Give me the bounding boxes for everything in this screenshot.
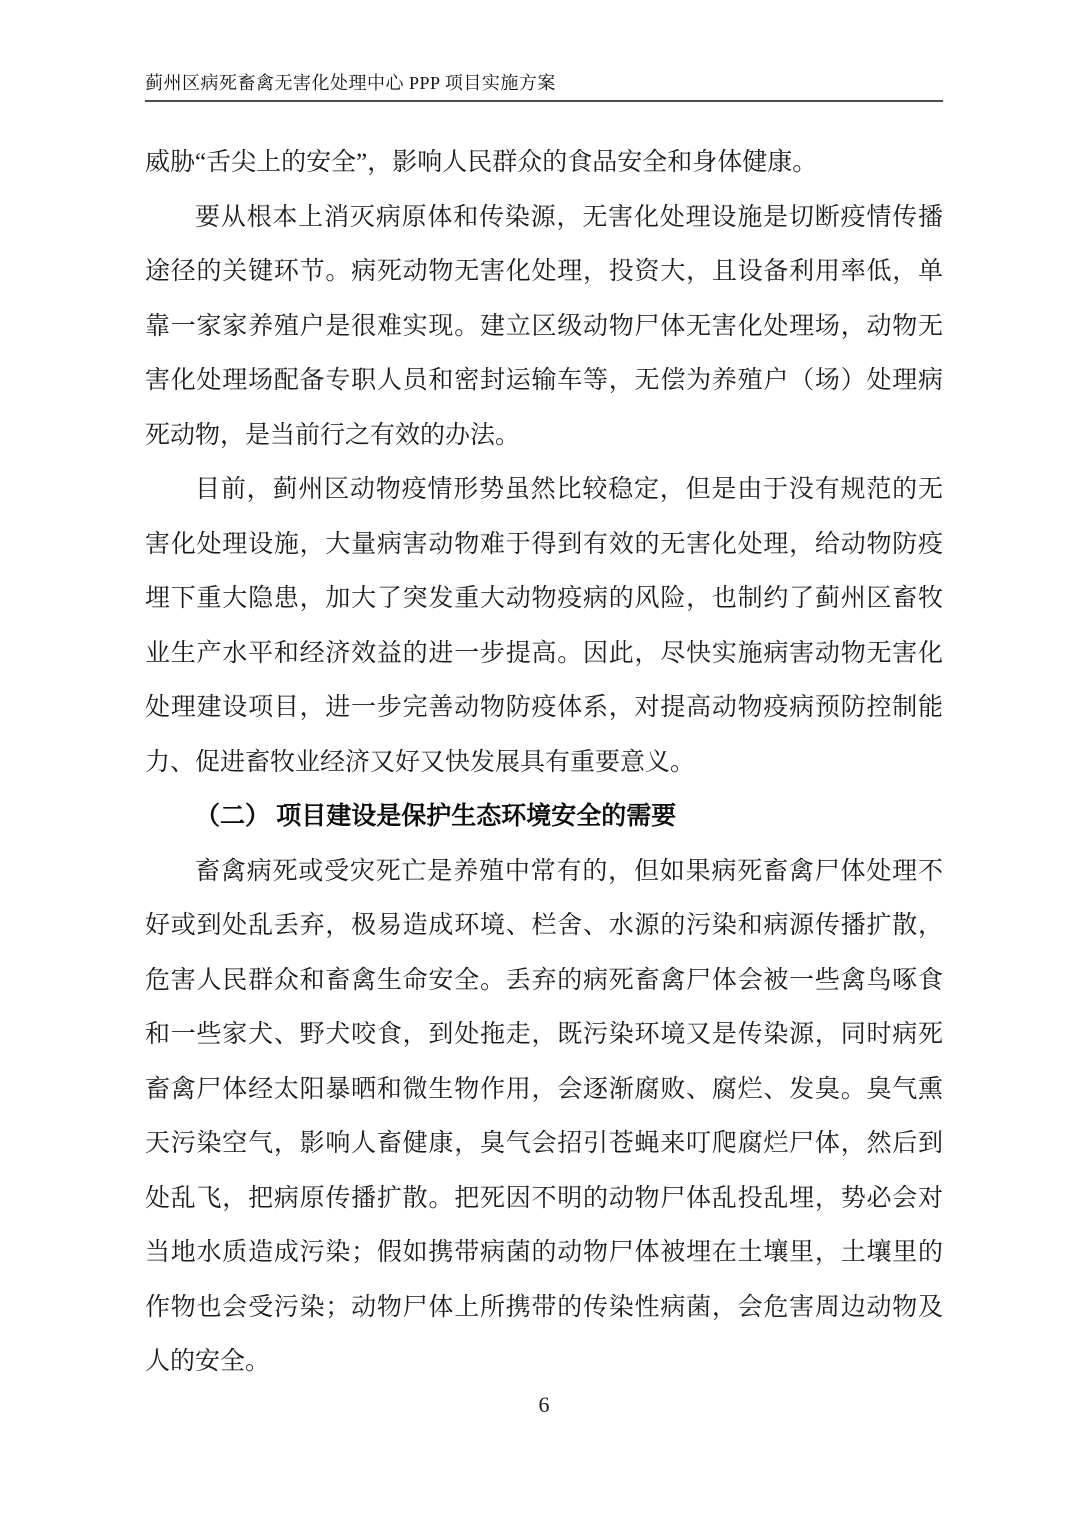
paragraph-ecological-safety: 畜禽病死或受灾死亡是养殖中常有的，但如果病死畜禽尸体处理不好或到处乱丢弃，极易造成环境、栏舍、水源的污染和病源传播扩散，危害人民群众和畜禽生命安全。丢弃的病死畜禽尸体会被一些禽鸟啄食和一些家犬、野犬咬食，到处拖走，既污染环境又是传染源，同时病死畜禽尸体经太阳暴晒和微生物作用，会逐渐腐败、腐烂、发臭。臭气熏天污染空气，影响人畜健康，臭气会招引苍蝇来叮爬腐烂尸体，然后到处乱飞，把病原传播扩散。把死因不明的动物尸体乱投乱埋，势必会对当地水质造成污染；假如携带病菌的动物尸体被埋在土壤里，土壤里的作物也会受污染；动物尸体上所携带的传染性病菌，会危害周边动物及人的安全。 <box>145 857 943 1375</box>
page-content <box>145 0 943 1390</box>
paragraph-continuation: 威胁“舌尖上的安全”，影响人民群众的食品安全和身体健康。 <box>145 149 818 176</box>
page-number: 6 <box>538 1392 550 1417</box>
paragraph-disease-source: 要从根本上消灭病原体和传染源，无害化处理设施是切断疫情传播途径的关键环节。病死动物无害化处理，投资大，且设备利用率低，单靠一家家养殖户是很难实现。建立区级动物尸体无害化处理场，动物无害化处理场配备专职人员和密封运输车等，无偿为养殖户（场）处理病死动物，是当前行之有效的办法。 <box>145 203 943 449</box>
section-heading: （二） 项目建设是保护生态环境安全的需要 <box>195 803 677 830</box>
page-footer <box>145 1392 943 1418</box>
header-title: 蓟州区病死畜禽无害化处理中心 PPP 项目实施方案 <box>145 73 556 93</box>
document-body <box>145 136 943 1390</box>
page-header <box>145 0 943 102</box>
paragraph-current-situation: 目前，蓟州区动物疫情形势虽然比较稳定，但是由于没有规范的无害化处理设施，大量病害动物难于得到有效的无害化处理，给动物防疫埋下重大隐患，加大了突发重大动物疫病的风险，也制约了蓟州区畜牧业生产水平和经济效益的进一步提高。因此，尽快实施病害动物无害化处理建设项目，进一步完善动物防疫体系，对提高动物疫病预防控制能力、促进畜牧业经济又好又快发展具有重要意义。 <box>145 476 943 776</box>
